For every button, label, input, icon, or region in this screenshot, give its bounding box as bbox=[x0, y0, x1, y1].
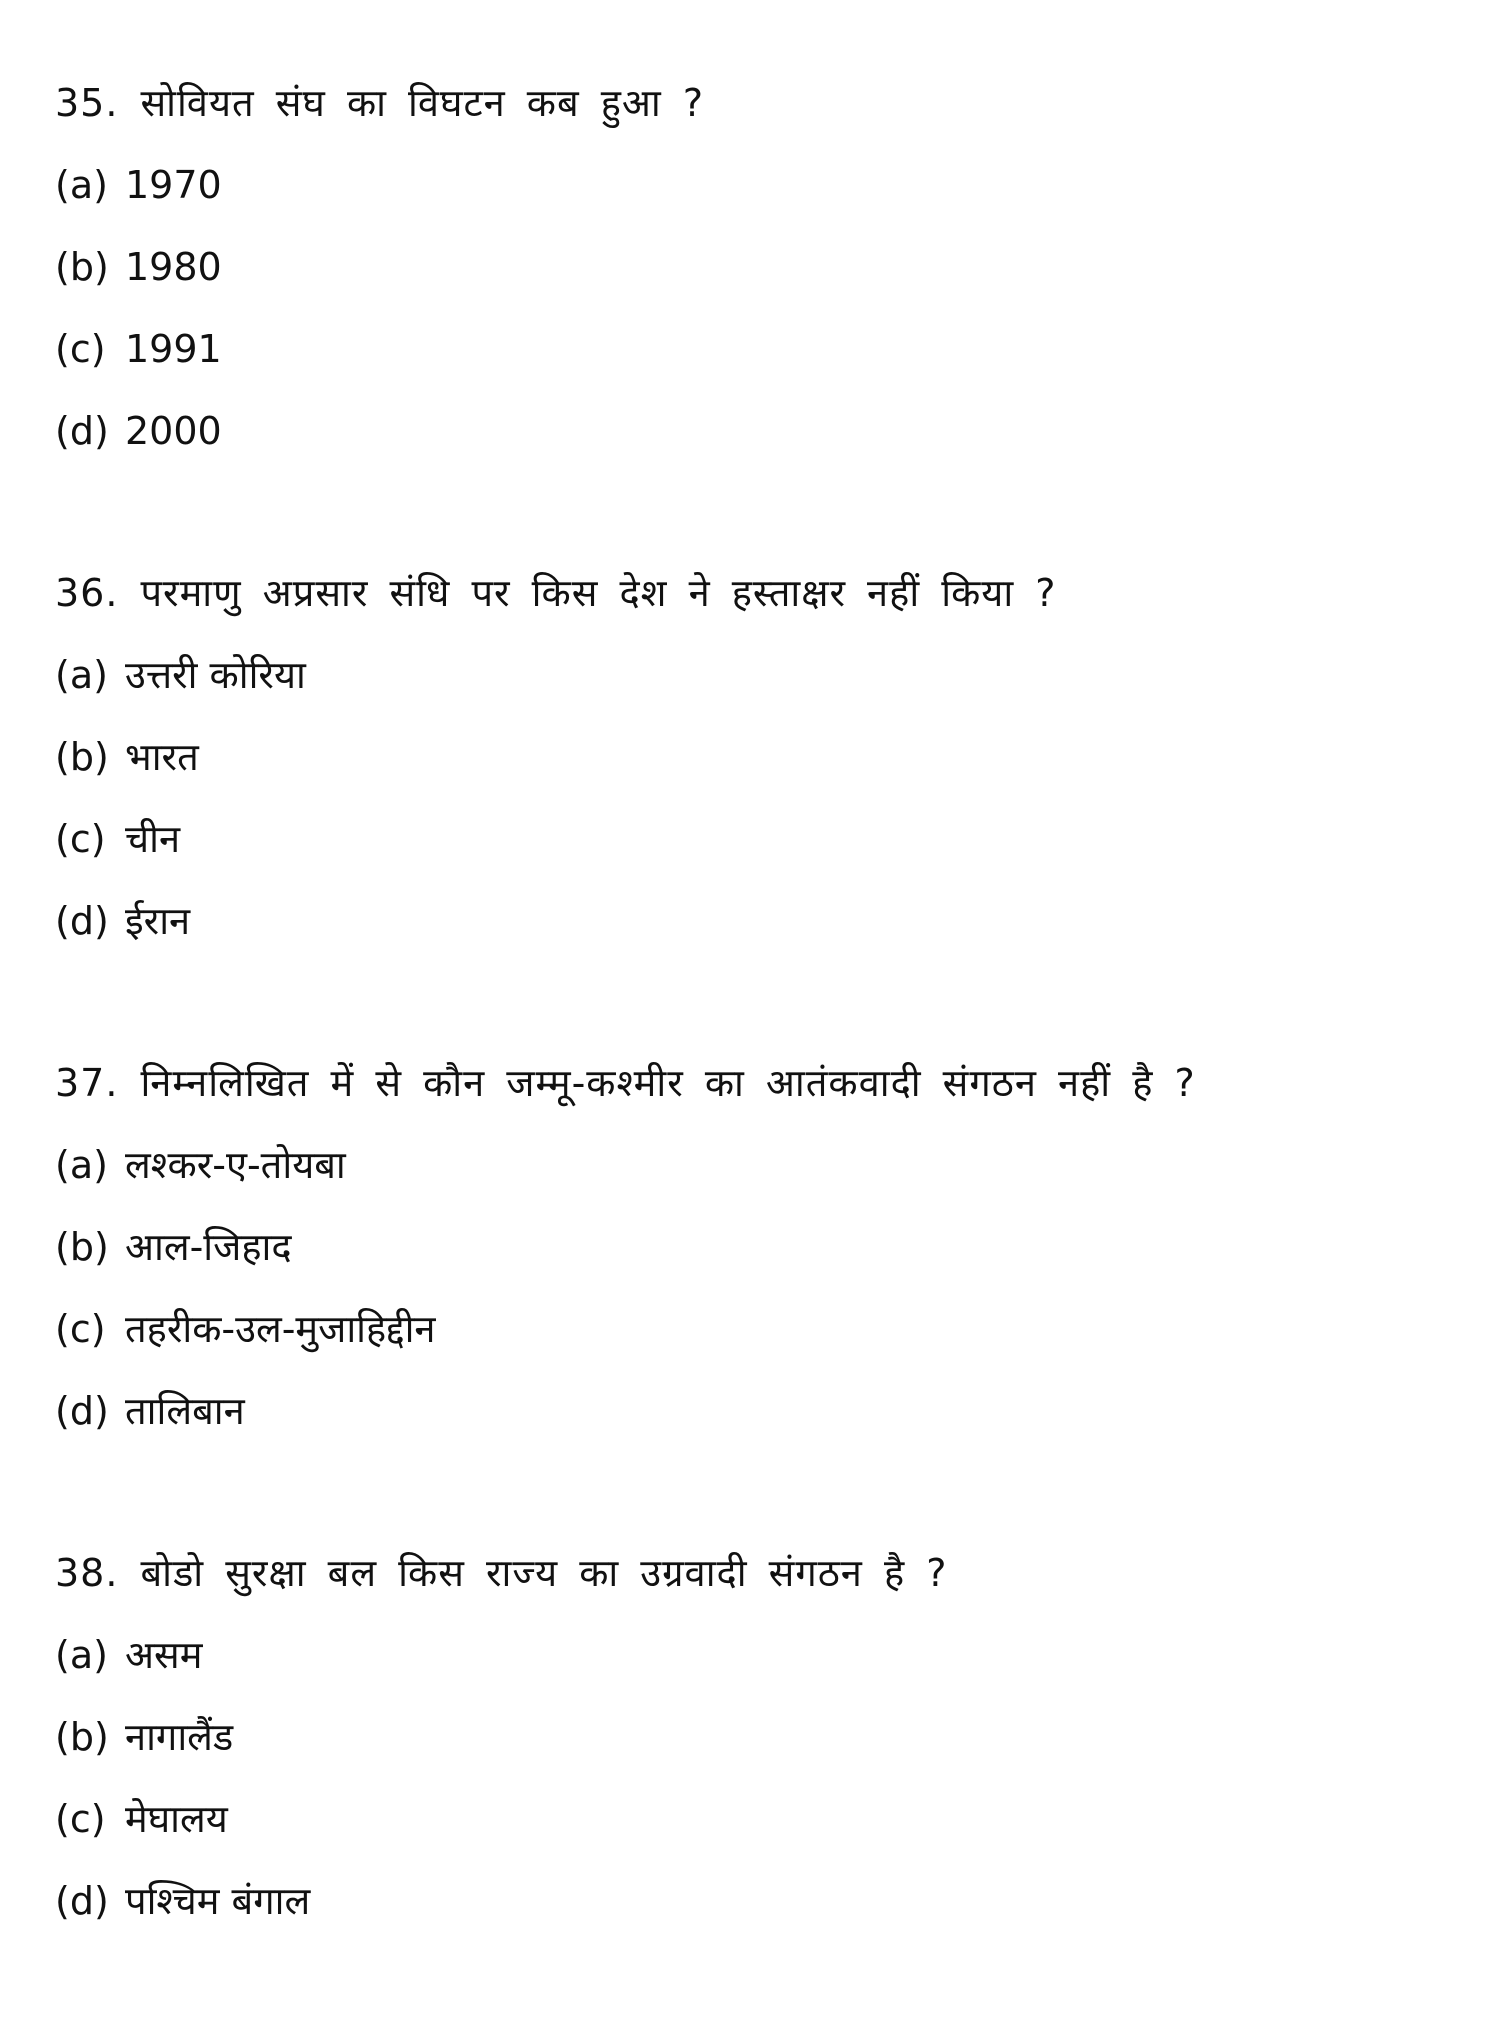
question-text: सोवियत संघ का विघटन कब हुआ ? bbox=[140, 81, 705, 125]
option-key: (d) bbox=[55, 1389, 109, 1433]
option-text: ईरान bbox=[125, 899, 191, 943]
option-key: (a) bbox=[55, 163, 108, 207]
question-text-line bbox=[55, 1058, 1505, 1140]
option-key: (b) bbox=[55, 245, 109, 289]
question-number: 38. bbox=[55, 1551, 119, 1595]
option-d bbox=[55, 406, 1505, 488]
option-d bbox=[55, 1876, 1505, 1958]
option-d bbox=[55, 896, 1505, 978]
option-c bbox=[55, 1304, 1505, 1386]
option-key: (d) bbox=[55, 1879, 109, 1923]
option-key: (d) bbox=[55, 409, 109, 453]
option-b bbox=[55, 732, 1505, 814]
option-a bbox=[55, 160, 1505, 242]
question-38 bbox=[55, 1548, 1505, 1958]
option-c bbox=[55, 324, 1505, 406]
option-key: (a) bbox=[55, 653, 108, 697]
question-text: परमाणु अप्रसार संधि पर किस देश ने हस्ताक्षर नहीं किया ? bbox=[140, 571, 1057, 615]
option-key: (b) bbox=[55, 735, 109, 779]
option-text: मेघालय bbox=[125, 1797, 228, 1841]
question-text-line bbox=[55, 568, 1505, 650]
question-37 bbox=[55, 1058, 1505, 1468]
option-key: (c) bbox=[55, 1797, 106, 1841]
option-key: (c) bbox=[55, 1307, 106, 1351]
option-text: पश्चिम बंगाल bbox=[125, 1879, 311, 1923]
option-key: (a) bbox=[55, 1143, 108, 1187]
option-key: (b) bbox=[55, 1225, 109, 1269]
question-text: निम्नलिखित में से कौन जम्मू-कश्मीर का आतंकवादी संगठन नहीं है ? bbox=[140, 1061, 1196, 1105]
option-text: 1980 bbox=[125, 245, 222, 289]
option-key: (a) bbox=[55, 1633, 108, 1677]
question-text-line bbox=[55, 1548, 1505, 1630]
option-key: (d) bbox=[55, 899, 109, 943]
option-key: (b) bbox=[55, 1715, 109, 1759]
option-key: (c) bbox=[55, 817, 106, 861]
question-number: 35. bbox=[55, 81, 119, 125]
option-text: उत्तरी कोरिया bbox=[125, 653, 306, 697]
option-a bbox=[55, 1630, 1505, 1712]
option-d bbox=[55, 1386, 1505, 1468]
option-a bbox=[55, 1140, 1505, 1222]
option-text: असम bbox=[125, 1633, 203, 1677]
option-b bbox=[55, 1712, 1505, 1794]
option-text: चीन bbox=[125, 817, 181, 861]
option-text: 2000 bbox=[125, 409, 222, 453]
question-text: बोडो सुरक्षा बल किस राज्य का उग्रवादी संगठन है ? bbox=[140, 1551, 948, 1595]
option-text: लश्कर-ए-तोयबा bbox=[125, 1143, 346, 1187]
question-number: 36. bbox=[55, 571, 119, 615]
question-35 bbox=[55, 78, 1505, 488]
option-text: 1970 bbox=[125, 163, 222, 207]
option-b bbox=[55, 1222, 1505, 1304]
option-text: भारत bbox=[125, 735, 199, 779]
option-text: नागालैंड bbox=[125, 1715, 234, 1759]
option-a bbox=[55, 650, 1505, 732]
question-number: 37. bbox=[55, 1061, 119, 1105]
option-b bbox=[55, 242, 1505, 324]
question-36 bbox=[55, 568, 1505, 978]
option-text: तालिबान bbox=[125, 1389, 245, 1433]
option-c bbox=[55, 1794, 1505, 1876]
option-c bbox=[55, 814, 1505, 896]
option-text: 1991 bbox=[125, 327, 222, 371]
question-text-line bbox=[55, 78, 1505, 160]
option-text: आल-जिहाद bbox=[125, 1225, 292, 1269]
option-key: (c) bbox=[55, 327, 106, 371]
option-text: तहरीक-उल-मुजाहिद्दीन bbox=[125, 1307, 436, 1351]
